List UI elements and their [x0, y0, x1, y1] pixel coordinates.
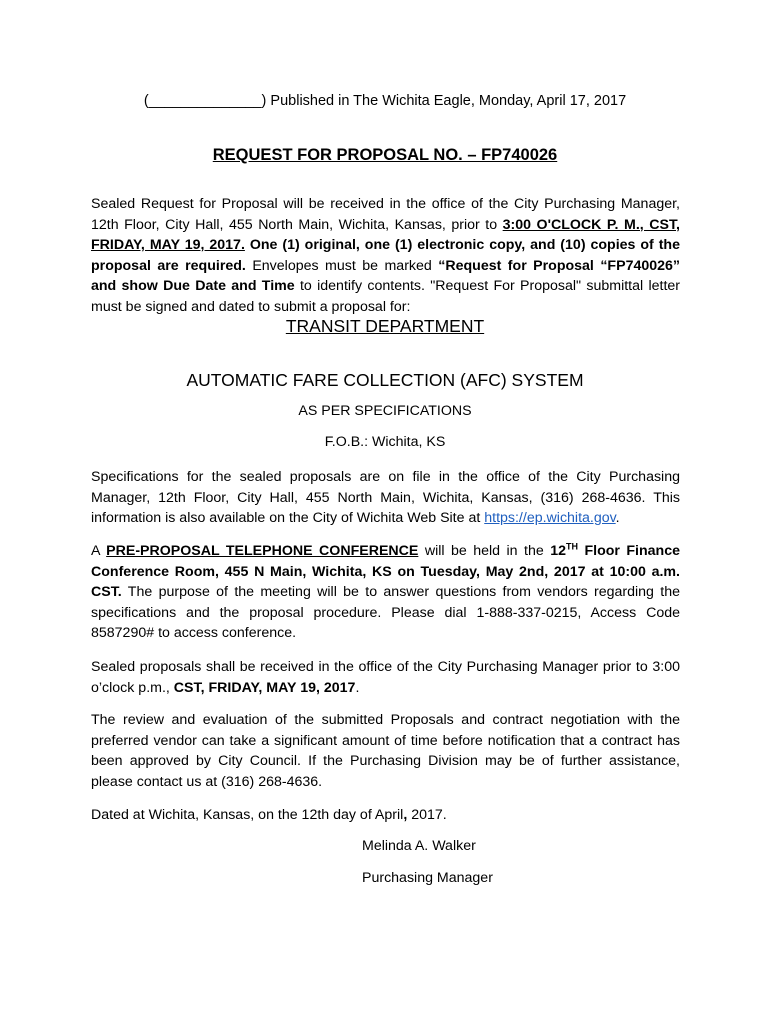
- conference-a: A: [91, 543, 107, 559]
- conference-details: Floor Finance Conference Room, 455 N Main, Wichita, KS on Tuesday, May 2nd, 2017 at 10:00 a.m. CST.: [91, 543, 680, 600]
- intro-marking: “Request for Proposal “FP740026” and show Due Date and Time: [91, 257, 681, 294]
- document-title: REQUEST FOR PROPOSAL NO. – FP740026: [212, 146, 558, 164]
- specifications-paragraph: [91, 467, 680, 529]
- signatory-name: Melinda A. Walker: [362, 838, 476, 854]
- floor-suffix: TH: [566, 541, 578, 552]
- dated-text: Dated at Wichita, Kansas, on the 12th day of April: [91, 807, 404, 823]
- specs-text: Specifications for the sealed proposals are on file in the office of the City Purchasing Manager, 12th Floor, City Hall, 455 North Main, Wichita, Kansas, (316) 268-4636. This information is also available on the City of Wichita Web Site at: [91, 469, 680, 526]
- intro-paragraph: [91, 194, 680, 317]
- conference-paragraph: [91, 541, 680, 644]
- conference-label: PRE-PROPOSAL TELEPHONE CONFERENCE: [106, 543, 419, 559]
- publication-line: [0, 93, 770, 109]
- per-specifications: AS PER SPECIFICATIONS: [298, 403, 472, 419]
- specs-end: .: [615, 510, 620, 526]
- deadline-text: Sealed proposals shall be received in the office of the City Purchasing Manager prior to 3:00 o’clock p.m.,: [91, 659, 680, 696]
- deadline-end: .: [355, 679, 360, 696]
- dated-year: 2017.: [407, 807, 447, 823]
- fob-line: F.O.B.: Wichita, KS: [324, 434, 446, 450]
- system-heading: AUTOMATIC FARE COLLECTION (AFC) SYSTEM: [186, 370, 584, 390]
- website-link[interactable]: https://ep.wichita.gov: [484, 510, 616, 526]
- dated-comma: ,: [403, 807, 408, 823]
- signatory-title: Purchasing Manager: [362, 870, 493, 886]
- intro-text-1: Sealed Request for Proposal will be received in the office of the City Purchasing Manager, 12th Floor, City Hall, 455 North Main, Wichita, Kansas, prior to: [91, 196, 680, 233]
- intro-copies: One (1) original, one (1) electronic copy, and (10) copies of the proposal are required.: [91, 237, 680, 274]
- publication-text: Published in The Wichita Eagle, Monday, April 17, 2017: [266, 93, 627, 109]
- publication-blank: (______________): [143, 93, 267, 109]
- floor-number: 12: [550, 543, 566, 559]
- department-heading: TRANSIT DEPARTMENT: [285, 316, 485, 336]
- review-paragraph: The review and evaluation of the submitted Proposals and contract negotiation with the preferred vendor can take a significant amount of time before notification that a contract has been approved by City Council. If the Purchasing Division may be of further assistance, please contact us at (316) 268-4636.: [91, 712, 680, 790]
- conference-rest: The purpose of the meeting will be to answer questions from vendors regarding the specifications and the proposal procedure. Please dial 1-888-337-0215, Access Code 8587290# to access conference.: [91, 584, 680, 641]
- intro-text-2: Envelopes must be marked: [245, 257, 439, 274]
- deadline-paragraph: [91, 657, 680, 698]
- intro-deadline: 3:00 O'CLOCK P. M., CST, FRIDAY, MAY 19, 2017.: [91, 216, 680, 253]
- intro-text-3: to identify contents. "Request For Proposal" submittal letter must be signed and dated to submit a proposal for:: [91, 278, 681, 315]
- dated-line: [91, 805, 680, 826]
- deadline-bold: CST, FRIDAY, MAY 19, 2017: [173, 679, 356, 696]
- conference-floor: [550, 543, 578, 559]
- conference-b: will be held in the: [418, 543, 551, 559]
